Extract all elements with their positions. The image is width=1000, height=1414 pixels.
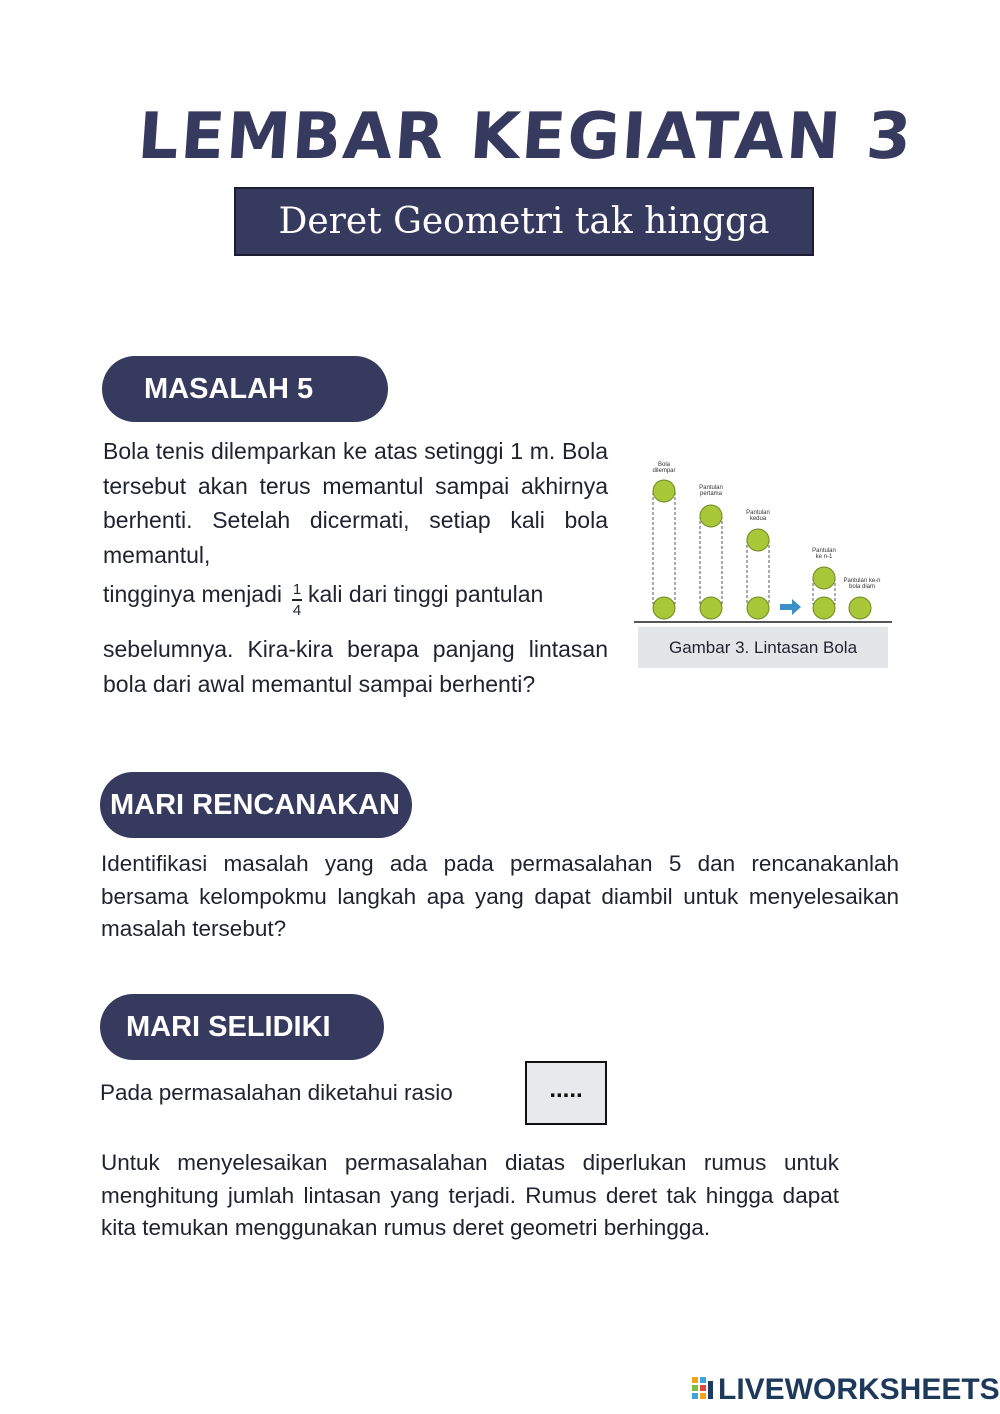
liveworksheets-mark-icon (692, 1377, 714, 1403)
masalah-text-top (103, 434, 608, 619)
label-second: Pantulan kedua (746, 510, 770, 522)
ball-second-bottom (747, 597, 769, 619)
ball-first-top (700, 505, 722, 527)
masalah-line1: Bola tenis dilemparkan ke atas setinggi 1 m. Bola tersebut akan terus memantul sampai akhirnya berhenti. Setelah dicermati, setiap kali bola memantul, (103, 438, 608, 568)
ball-n-rest (849, 597, 871, 619)
label-thrown: Bola dilempar (652, 462, 676, 474)
label-n-minus-1: Pantulan ke n-1 (812, 548, 836, 560)
frac-prefix: tingginya menjadi (103, 580, 283, 607)
ball-n-minus-1-bottom (813, 597, 835, 619)
label-first: Pantulan pertama (699, 485, 723, 497)
frac-numerator: 1 (292, 581, 302, 599)
ball-n-minus-1-top (813, 567, 835, 589)
subtitle-text: Deret Geometri tak hingga (278, 201, 770, 242)
subtitle-banner (234, 187, 814, 256)
ball-trajectory-figure (634, 452, 892, 624)
ratio-prompt: Pada permasalahan diketahui rasio (100, 1080, 453, 1105)
ball-second-top (747, 529, 769, 551)
ratio-answer-field[interactable] (525, 1061, 607, 1125)
section-label-rencanakan (100, 772, 412, 838)
continue-arrow-icon (780, 599, 801, 615)
selidiki-label: MARI SELIDIKI (126, 1010, 331, 1043)
masalah-label: MASALAH 5 (144, 372, 314, 405)
frac-denominator: 4 (292, 601, 302, 619)
masalah-text-bottom: sebelumnya. Kira-kira berapa panjang lintasan bola dari awal memantul sampai berhenti? (103, 636, 608, 697)
ball-thrown-top (653, 480, 675, 502)
ball-first-bottom (700, 597, 722, 619)
rencanakan-text: Identifikasi masalah yang ada pada permasalahan 5 dan rencanakanlah bersama kelompokmu langkah apa yang dapat diambil untuk menyelesaikan masalah tersebut? (101, 851, 899, 941)
figure-caption: Gambar 3. Lintasan Bola (638, 627, 888, 668)
fraction-line (103, 572, 608, 619)
ball-thrown-bottom (653, 597, 675, 619)
page-title: LEMBAR KEGIATAN 3 (135, 100, 916, 174)
section-label-masalah (102, 356, 388, 422)
logo-text: LIVEWORKSHEETS (718, 1373, 1000, 1406)
rencanakan-label: MARI RENCANAKAN (110, 788, 400, 821)
fraction (292, 582, 302, 618)
selidiki-text: Untuk menyelesaikan permasalahan diatas diperlukan rumus untuk menghitung jumlah lintasan yang terjadi. Rumus deret tak hingga dapat kita temukan menggunakan rumus deret geometri berhingga. (101, 1150, 839, 1240)
frac-suffix: kali dari tinggi pantulan (308, 580, 544, 607)
fraction-bar (292, 599, 302, 601)
section-label-selidiki (100, 994, 384, 1060)
liveworksheets-logo (692, 1372, 1000, 1408)
ratio-answer-placeholder: ..... (549, 1076, 583, 1103)
label-n: Pantulan ke-n bola diam (843, 578, 881, 590)
